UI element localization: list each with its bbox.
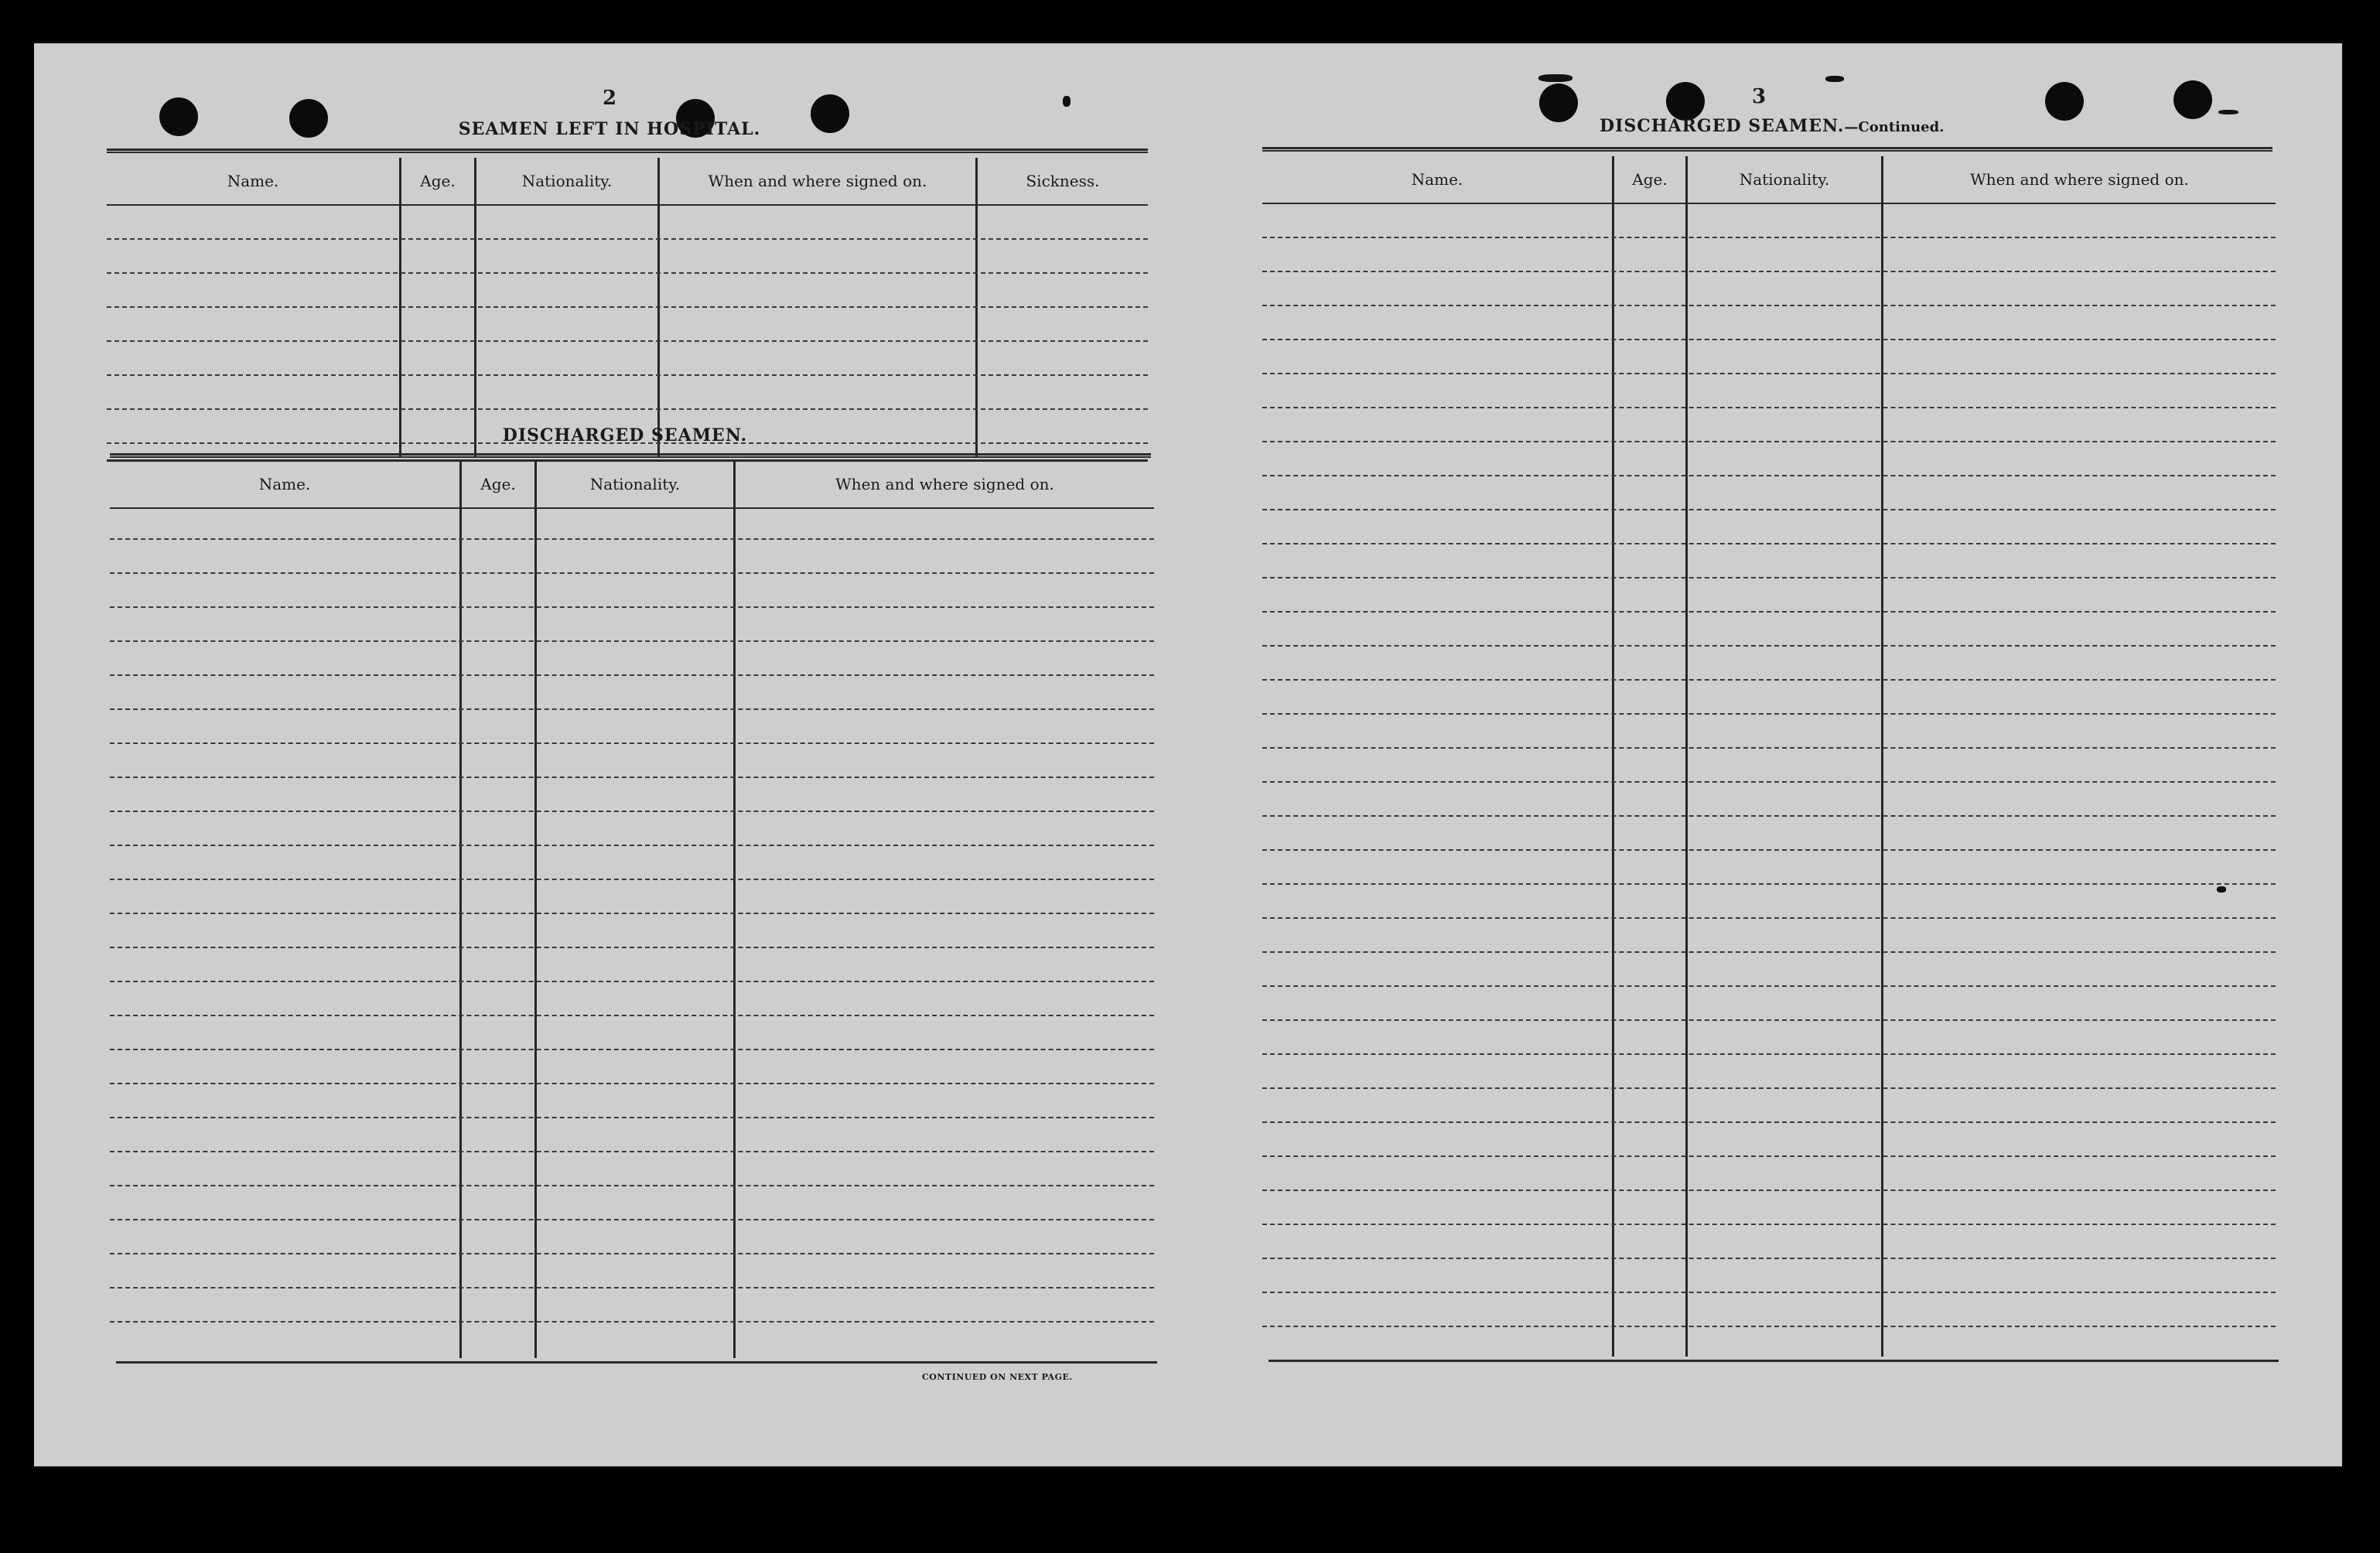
entry-line <box>107 272 1148 274</box>
left-page <box>34 43 1163 1466</box>
discharged-continued-table <box>1262 156 2276 1357</box>
entry-line <box>1262 1019 2276 1021</box>
entry-line <box>1262 407 2276 408</box>
entry-line <box>1262 883 2276 885</box>
hospital-top-rule <box>107 148 1148 153</box>
entry-line <box>1262 951 2276 953</box>
page-number: 2 <box>602 87 617 110</box>
entry-line <box>110 538 1154 540</box>
continued-top-rule <box>1262 147 2272 152</box>
entry-line <box>110 1253 1154 1254</box>
entry-line <box>110 606 1154 608</box>
discharged-col-signed-on <box>736 461 1154 1358</box>
page-number: 3 <box>1751 85 1767 108</box>
continued-col-signed-on <box>1883 156 2276 1357</box>
entry-line <box>1262 645 2276 647</box>
column-header: Age. <box>1614 156 1685 204</box>
entry-line <box>1262 713 2276 715</box>
discharged-continued-title <box>1600 116 1945 136</box>
entry-line <box>1262 1189 2276 1191</box>
entry-line <box>1262 305 2276 306</box>
form-sheet <box>34 43 2342 1466</box>
hospital-section-title: SEAMEN LEFT IN HOSPITAL. <box>458 119 761 139</box>
column-header: Nationality. <box>476 158 657 206</box>
entry-line <box>1262 543 2276 544</box>
column-header: When and where signed on. <box>736 461 1154 509</box>
column-header: Name. <box>107 158 399 206</box>
entry-line <box>1262 849 2276 851</box>
discharged-col-nationality <box>537 461 733 1358</box>
entry-line <box>110 845 1154 846</box>
column-header: Age. <box>462 461 534 509</box>
entry-line <box>1262 1087 2276 1089</box>
entry-line <box>110 1049 1154 1050</box>
entry-line <box>110 811 1154 812</box>
continued-note: CONTINUED ON NEXT PAGE. <box>922 1372 1073 1382</box>
entry-line <box>1262 339 2276 340</box>
title-text: DISCHARGED SEAMEN. <box>1600 116 1845 136</box>
entry-line <box>107 374 1148 376</box>
title-suffix: —Continued. <box>1844 119 1945 135</box>
discharged-top-rule <box>110 453 1151 458</box>
entry-line <box>110 1083 1154 1084</box>
entry-line <box>1262 1258 2276 1259</box>
discharged-col-name <box>110 461 459 1358</box>
entry-line <box>110 879 1154 880</box>
continued-col-name <box>1262 156 1612 1357</box>
hospital-col-age <box>401 158 474 458</box>
entry-line <box>110 572 1154 574</box>
entry-line <box>1262 1292 2276 1293</box>
column-header: Sickness. <box>978 158 1148 206</box>
column-header: Nationality. <box>1688 156 1881 204</box>
entry-line <box>1262 1121 2276 1123</box>
entry-line <box>1262 611 2276 613</box>
entry-line <box>1262 475 2276 476</box>
column-header: When and where signed on. <box>1883 156 2276 204</box>
entry-line <box>110 1287 1154 1288</box>
column-header: Name. <box>110 461 459 509</box>
continued-col-nationality <box>1688 156 1881 1357</box>
hospital-col-sickness <box>978 158 1148 458</box>
entry-line <box>107 408 1148 410</box>
entry-line <box>1262 815 2276 817</box>
entry-line <box>110 1219 1154 1220</box>
entry-line <box>110 1151 1154 1152</box>
entry-line <box>110 640 1154 642</box>
right-page <box>1194 43 2342 1466</box>
entry-line <box>110 913 1154 914</box>
entry-line <box>1262 1053 2276 1055</box>
entry-line <box>110 674 1154 676</box>
entry-line <box>1262 1155 2276 1157</box>
entry-line <box>110 1321 1154 1323</box>
column-header: Name. <box>1262 156 1612 204</box>
column-header: Nationality. <box>537 461 733 509</box>
hospital-col-signed-on <box>660 158 975 458</box>
entry-line <box>1262 441 2276 442</box>
entry-line <box>110 776 1154 778</box>
discharged-section-title: DISCHARGED SEAMEN. <box>502 425 748 445</box>
hospital-col-nationality <box>476 158 657 458</box>
discharged-table <box>110 461 1154 1358</box>
discharged-bottom-rule <box>116 1361 1157 1364</box>
entry-line <box>107 306 1148 308</box>
entry-line <box>110 1185 1154 1186</box>
entry-line <box>107 238 1148 240</box>
column-header: Age. <box>401 158 474 206</box>
entry-line <box>1262 1224 2276 1225</box>
hospital-col-name <box>107 158 399 458</box>
hospital-table <box>107 158 1148 458</box>
entry-line <box>1262 509 2276 510</box>
entry-line <box>110 1015 1154 1016</box>
entry-line <box>1262 1326 2276 1327</box>
entry-line <box>110 708 1154 710</box>
entry-line <box>107 340 1148 342</box>
discharged-col-age <box>462 461 534 1358</box>
continued-col-age <box>1614 156 1685 1357</box>
entry-line <box>110 1117 1154 1118</box>
entry-line <box>1262 237 2276 238</box>
entry-line <box>1262 917 2276 919</box>
entry-line <box>110 947 1154 948</box>
entry-line <box>1262 577 2276 579</box>
entry-line <box>1262 271 2276 272</box>
continued-bottom-rule <box>1269 1360 2279 1362</box>
entry-line <box>110 742 1154 744</box>
entry-line <box>1262 373 2276 374</box>
entry-line <box>110 981 1154 982</box>
entry-line <box>1262 747 2276 749</box>
entry-line <box>1262 781 2276 783</box>
column-header: When and where signed on. <box>660 158 975 206</box>
entry-line <box>1262 679 2276 681</box>
entry-line <box>1262 985 2276 987</box>
